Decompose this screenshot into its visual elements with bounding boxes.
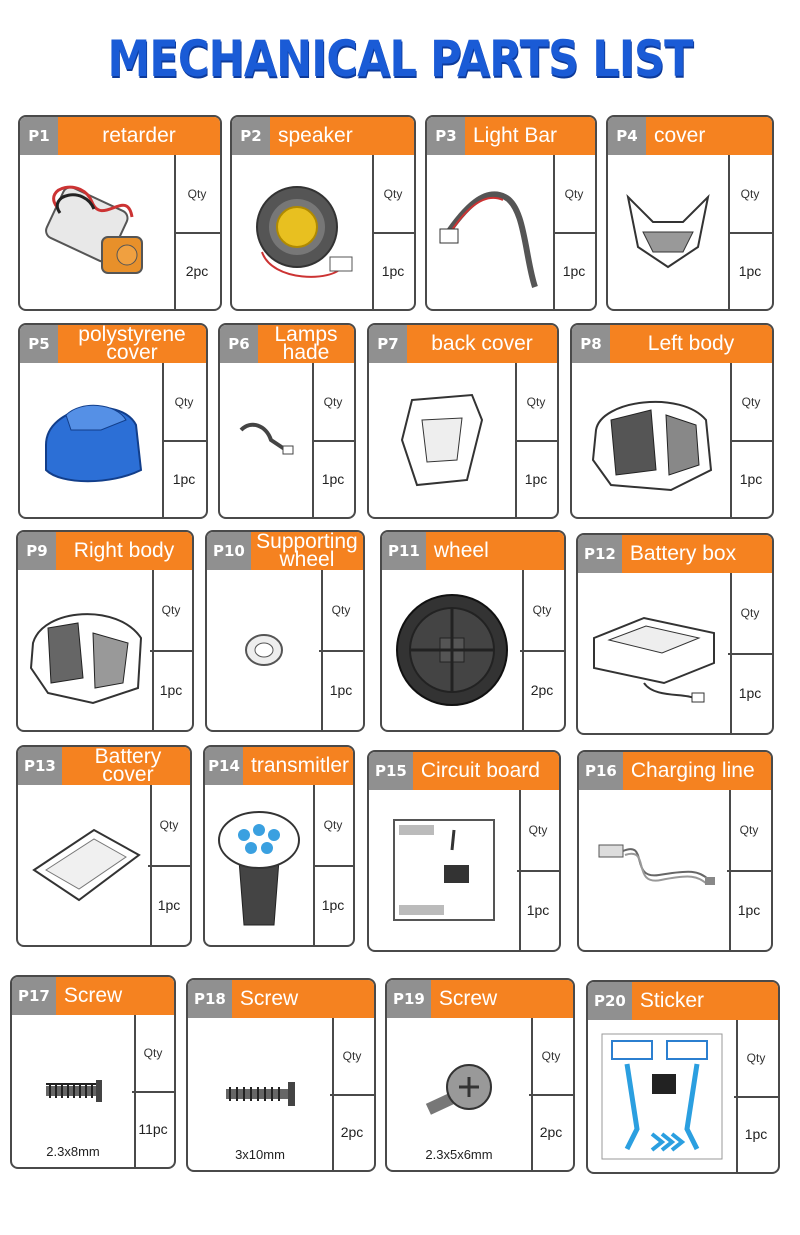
qty-label: Qty <box>319 570 363 652</box>
qty-label: Qty <box>515 363 557 442</box>
part-card-p10 <box>205 530 365 732</box>
qty-value: 2pc <box>185 262 209 279</box>
part-id: P1 <box>20 117 58 155</box>
part-name: retarder <box>58 117 220 155</box>
part-id: P16 <box>579 752 623 790</box>
part-card-p16 <box>577 750 773 952</box>
screw-size: 3x10mm <box>235 1147 285 1162</box>
part-id: P19 <box>387 980 431 1018</box>
qty-value: 1pc <box>157 897 181 913</box>
part-name: Sticker <box>632 982 778 1020</box>
polystyrene-cover-icon <box>20 363 164 517</box>
part-name: Left body <box>610 325 772 363</box>
qty-label: Qty <box>520 570 564 652</box>
screw-icon <box>12 1015 136 1167</box>
cover-icon <box>608 155 730 309</box>
back-cover-icon <box>369 363 517 517</box>
part-card-p8 <box>570 323 774 519</box>
qty-value: 1pc <box>526 902 550 918</box>
part-name: Battery box <box>622 535 772 573</box>
part-id: P7 <box>369 325 407 363</box>
qty-value: 1pc <box>737 902 761 918</box>
part-card-p9 <box>16 530 194 732</box>
part-name: Screw <box>56 977 174 1015</box>
part-card-p3 <box>425 115 597 311</box>
part-id: P20 <box>588 982 632 1020</box>
speaker-icon <box>232 155 374 309</box>
part-card-p4 <box>606 115 774 311</box>
part-name: Right body <box>56 532 192 570</box>
part-name: Screw <box>431 980 573 1018</box>
part-name: cover <box>646 117 772 155</box>
part-name: Circuit board <box>413 752 559 790</box>
part-id: P2 <box>232 117 270 155</box>
qty-label: Qty <box>174 155 220 234</box>
qty-label: Qty <box>553 155 595 234</box>
circuit-board-icon <box>369 790 521 950</box>
part-card-p6 <box>218 323 356 519</box>
part-id: P3 <box>427 117 465 155</box>
part-name: Light Bar <box>465 117 595 155</box>
qty-value: 1pc <box>744 1126 768 1142</box>
part-name: Lamps hade <box>258 325 354 363</box>
qty-label: Qty <box>517 790 559 872</box>
qty-value: 1pc <box>381 262 405 279</box>
qty-label: Qty <box>330 1018 374 1096</box>
screw-size: 2.3x5x6mm <box>425 1147 493 1162</box>
qty-value: 11pc <box>138 1121 168 1137</box>
qty-label: Qty <box>313 785 353 867</box>
part-id: P8 <box>572 325 610 363</box>
screw-head-icon <box>387 1018 533 1170</box>
part-card-p18 <box>186 978 376 1172</box>
qty-label: Qty <box>529 1018 573 1096</box>
qty-label: Qty <box>148 785 190 867</box>
battery-cover-icon <box>18 785 152 945</box>
part-name: speaker <box>270 117 414 155</box>
part-card-p2 <box>230 115 416 311</box>
part-id: P13 <box>18 747 62 785</box>
part-card-p1 <box>18 115 222 311</box>
screw-icon <box>188 1018 334 1170</box>
qty-value: 1pc <box>159 682 183 698</box>
qty-value: 1pc <box>321 470 345 487</box>
part-name: polystyrene cover <box>58 325 206 363</box>
gear-motor-icon <box>20 155 176 309</box>
qty-value: 2pc <box>530 682 554 698</box>
part-id: P18 <box>188 980 232 1018</box>
part-card-p7 <box>367 323 559 519</box>
part-id: P17 <box>12 977 56 1015</box>
part-name: wheel <box>426 532 564 570</box>
charging-cable-icon <box>579 790 731 950</box>
qty-label: Qty <box>734 1020 778 1098</box>
left-body-icon <box>572 363 732 517</box>
qty-label: Qty <box>150 570 192 652</box>
qty-label: Qty <box>132 1015 174 1093</box>
supporting-wheel-icon <box>207 570 323 730</box>
part-id: P15 <box>369 752 413 790</box>
part-card-p15 <box>367 750 561 952</box>
qty-label: Qty <box>162 363 206 442</box>
part-id: P12 <box>578 535 622 573</box>
qty-value: 2pc <box>539 1124 563 1140</box>
part-card-p20 <box>586 980 780 1174</box>
qty-label: Qty <box>728 573 772 655</box>
part-id: P9 <box>18 532 56 570</box>
part-card-p5 <box>18 323 208 519</box>
part-card-p17 <box>10 975 176 1169</box>
part-card-p19 <box>385 978 575 1172</box>
qty-value: 1pc <box>739 470 763 487</box>
part-id: P11 <box>382 532 426 570</box>
light-bar-icon <box>427 155 555 309</box>
part-name: Charging line <box>623 752 771 790</box>
part-name: Supporting wheel <box>251 532 363 570</box>
part-id: P6 <box>220 325 258 363</box>
part-card-p11 <box>380 530 566 732</box>
sticker-sheet-icon <box>588 1020 738 1172</box>
part-id: P10 <box>207 532 251 570</box>
qty-value: 1pc <box>524 470 548 487</box>
part-name: Battery cover <box>62 747 190 785</box>
part-id: P4 <box>608 117 646 155</box>
wheel-icon <box>382 570 524 730</box>
qty-label: Qty <box>728 155 772 234</box>
qty-label: Qty <box>372 155 414 234</box>
qty-label: Qty <box>730 363 772 442</box>
part-name: back cover <box>407 325 557 363</box>
part-card-p14 <box>203 745 355 947</box>
page-title: MECHANICAL PARTS LIST <box>107 30 693 88</box>
qty-value: 1pc <box>321 897 345 913</box>
qty-value: 2pc <box>340 1124 364 1140</box>
part-card-p13 <box>16 745 192 947</box>
part-id: P5 <box>20 325 58 363</box>
qty-value: 1pc <box>738 262 762 279</box>
part-name: Screw <box>232 980 374 1018</box>
part-name: transmitler <box>243 747 353 785</box>
qty-value: 1pc <box>329 682 353 698</box>
lampshade-icon <box>220 363 314 517</box>
battery-box-icon <box>578 573 732 733</box>
right-body-icon <box>18 570 154 730</box>
qty-label: Qty <box>312 363 354 442</box>
part-card-p12 <box>576 533 774 735</box>
qty-value: 1pc <box>172 470 196 487</box>
screw-size: 2.3x8mm <box>46 1144 100 1159</box>
part-id: P14 <box>205 747 243 785</box>
qty-label: Qty <box>727 790 771 872</box>
qty-value: 1pc <box>562 262 586 279</box>
transmitter-icon <box>205 785 315 945</box>
qty-value: 1pc <box>738 685 762 701</box>
